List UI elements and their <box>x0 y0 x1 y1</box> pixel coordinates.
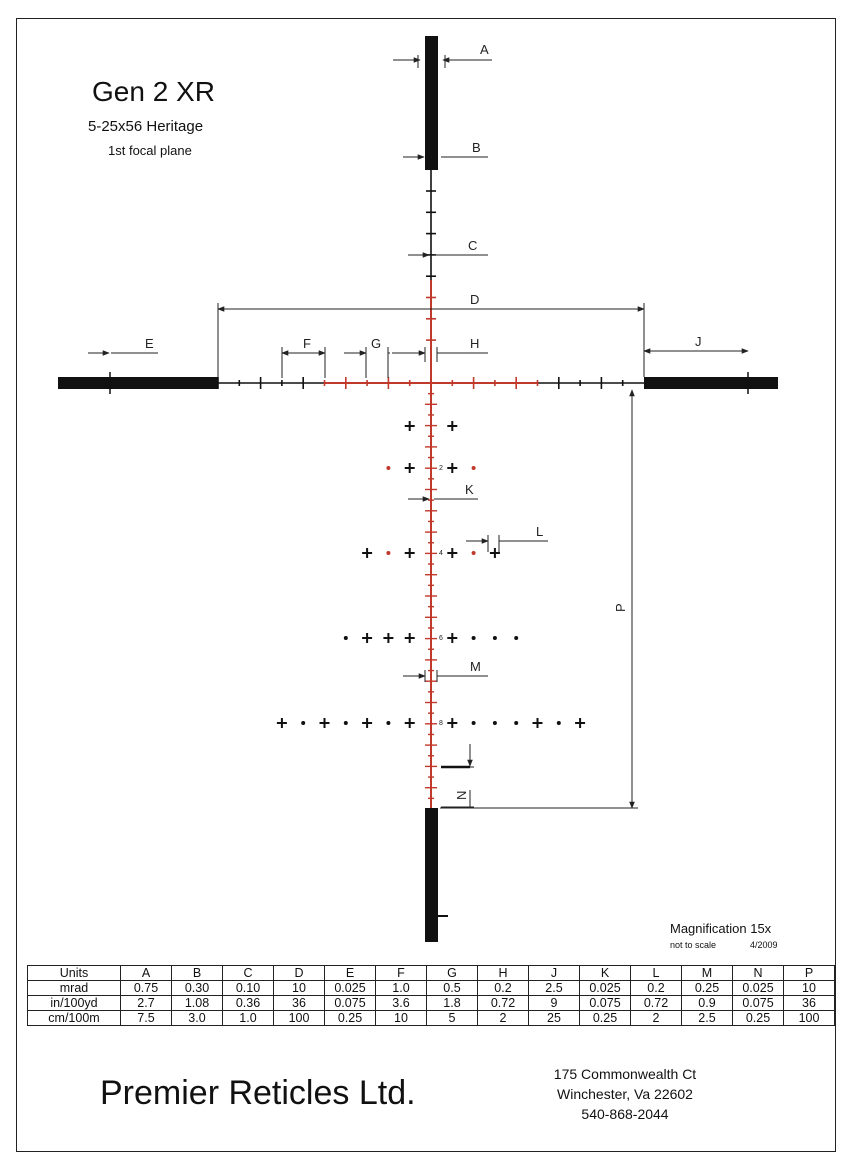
hold-number-2: 2 <box>439 465 443 472</box>
table-header: H <box>478 966 529 981</box>
hold-dot <box>557 721 561 725</box>
table-cell: 2 <box>631 1011 682 1026</box>
hold-cross <box>405 548 415 558</box>
table-header: L <box>631 966 682 981</box>
dim-label-l: L <box>536 524 544 539</box>
drawing-date: 4/2009 <box>750 940 778 950</box>
table-cell: 100 <box>784 1011 835 1026</box>
hold-dot <box>472 466 476 470</box>
table-cell: 0.2 <box>478 981 529 996</box>
scope-model: 5-25x56 Heritage <box>88 118 204 135</box>
table-cell: 0.36 <box>223 996 274 1011</box>
top-post <box>425 36 438 170</box>
table-cell: 1.0 <box>376 981 427 996</box>
hold-cross <box>533 718 543 728</box>
table-cell: 1.08 <box>172 996 223 1011</box>
hold-number-8: 8 <box>439 720 443 727</box>
dim-label-c: C <box>468 238 478 253</box>
hold-cross <box>362 548 372 558</box>
hold-dot <box>472 551 476 555</box>
hold-dot <box>344 636 348 640</box>
dim-label-e: E <box>145 336 154 351</box>
hold-dot <box>386 466 390 470</box>
table-cell: 0.30 <box>172 981 223 996</box>
table-cell: 36 <box>274 996 325 1011</box>
table-row-cm-100m <box>28 1011 835 1026</box>
table-cell: 10 <box>274 981 325 996</box>
table-cell: 5 <box>427 1011 478 1026</box>
table-header: D <box>274 966 325 981</box>
table-cell: 100 <box>274 1011 325 1026</box>
table-cell: 10 <box>376 1011 427 1026</box>
left-post <box>58 377 218 389</box>
table-cell: 0.025 <box>325 981 376 996</box>
table-cell: 0.25 <box>580 1011 631 1026</box>
hold-dot <box>344 721 348 725</box>
table-cell: 0.075 <box>733 996 784 1011</box>
hold-cross <box>405 421 415 431</box>
hold-cross <box>320 718 330 728</box>
table-cell: 36 <box>784 996 835 1011</box>
table-row-in-100yd <box>28 996 835 1011</box>
table-cell: 0.25 <box>733 1011 784 1026</box>
table-cell: 0.25 <box>682 981 733 996</box>
table-cell: 0.075 <box>325 996 376 1011</box>
dim-label-b: B <box>472 140 481 155</box>
table-header: M <box>682 966 733 981</box>
hold-dot <box>514 721 518 725</box>
company-phone: 540-868-2044 <box>581 1106 669 1122</box>
hold-dot <box>472 721 476 725</box>
table-cell: 0.10 <box>223 981 274 996</box>
table-cell: 1.0 <box>223 1011 274 1026</box>
dim-label-h: H <box>470 336 480 351</box>
hold-dot <box>514 636 518 640</box>
dim-label-f: F <box>303 336 311 351</box>
table-header: J <box>529 966 580 981</box>
table-cell: 2 <box>478 1011 529 1026</box>
table-cell: 0.9 <box>682 996 733 1011</box>
dim-label-k: K <box>465 482 474 497</box>
table-cell: 2.5 <box>529 981 580 996</box>
table-header: B <box>172 966 223 981</box>
hold-cross <box>277 718 287 728</box>
table-header: Units <box>28 966 121 981</box>
hold-number-4: 4 <box>439 550 443 557</box>
table-cell: 3.6 <box>376 996 427 1011</box>
table-cell: 0.025 <box>580 981 631 996</box>
table-cell: in/100yd <box>28 996 121 1011</box>
table-cell: 0.75 <box>121 981 172 996</box>
table-cell: 0.72 <box>478 996 529 1011</box>
hold-dot <box>386 721 390 725</box>
tick-marks <box>218 191 623 798</box>
table-cell: 25 <box>529 1011 580 1026</box>
hold-cross <box>447 718 457 728</box>
hold-cross <box>490 548 500 558</box>
hold-cross <box>405 633 415 643</box>
table-header: K <box>580 966 631 981</box>
table-cell: 0.25 <box>325 1011 376 1026</box>
table-cell: 9 <box>529 996 580 1011</box>
table-cell: mrad <box>28 981 121 996</box>
dim-label-a: A <box>480 42 489 57</box>
company-city: Winchester, Va 22602 <box>557 1086 693 1102</box>
dim-label-g: G <box>371 336 382 351</box>
hold-dot <box>386 551 390 555</box>
hold-cross <box>575 718 585 728</box>
table-header: E <box>325 966 376 981</box>
magnification-note: Magnification 15x <box>670 921 772 936</box>
table-cell: 0.5 <box>427 981 478 996</box>
company-name: Premier Reticles Ltd. <box>100 1074 416 1112</box>
table-cell: 2.7 <box>121 996 172 1011</box>
table-cell: 2.5 <box>682 1011 733 1026</box>
hold-cross <box>405 463 415 473</box>
table-header: N <box>733 966 784 981</box>
table-header: C <box>223 966 274 981</box>
table-header-row <box>28 966 835 981</box>
table-header: G <box>427 966 478 981</box>
scale-note: not to scale <box>670 940 717 950</box>
table-cell: 0.72 <box>631 996 682 1011</box>
table-cell: 0.2 <box>631 981 682 996</box>
table-cell: 3.0 <box>172 1011 223 1026</box>
table-header: F <box>376 966 427 981</box>
hold-dot <box>301 721 305 725</box>
hold-cross <box>383 633 393 643</box>
table-cell: 1.8 <box>427 996 478 1011</box>
focal-plane-note: 1st focal plane <box>108 143 192 158</box>
dim-label-n: N <box>454 790 469 800</box>
spec-table <box>27 965 835 1026</box>
hold-cross <box>447 548 457 558</box>
table-header: A <box>121 966 172 981</box>
hold-cross <box>447 421 457 431</box>
table-cell: 10 <box>784 981 835 996</box>
hold-cross <box>447 633 457 643</box>
table-cell: cm/100m <box>28 1011 121 1026</box>
dim-label-d: D <box>470 292 480 307</box>
table-cell: 7.5 <box>121 1011 172 1026</box>
table-row-mrad <box>28 981 835 996</box>
hold-dot <box>472 636 476 640</box>
hold-cross <box>362 718 372 728</box>
hold-dot <box>493 636 497 640</box>
hold-cross <box>362 633 372 643</box>
dim-label-j: J <box>695 334 702 349</box>
hold-dot <box>493 721 497 725</box>
bottom-post <box>425 808 438 942</box>
table-cell: 0.025 <box>733 981 784 996</box>
right-post <box>644 377 778 389</box>
dim-label-m: M <box>470 659 481 674</box>
table-header: P <box>784 966 835 981</box>
company-street: 175 Commonwealth Ct <box>553 1066 697 1082</box>
table-cell: 0.075 <box>580 996 631 1011</box>
hold-cross <box>405 718 415 728</box>
dim-label-p: P <box>613 603 628 612</box>
reticle-title: Gen 2 XR <box>92 76 215 107</box>
hold-number-6: 6 <box>439 635 443 642</box>
hold-cross <box>447 463 457 473</box>
